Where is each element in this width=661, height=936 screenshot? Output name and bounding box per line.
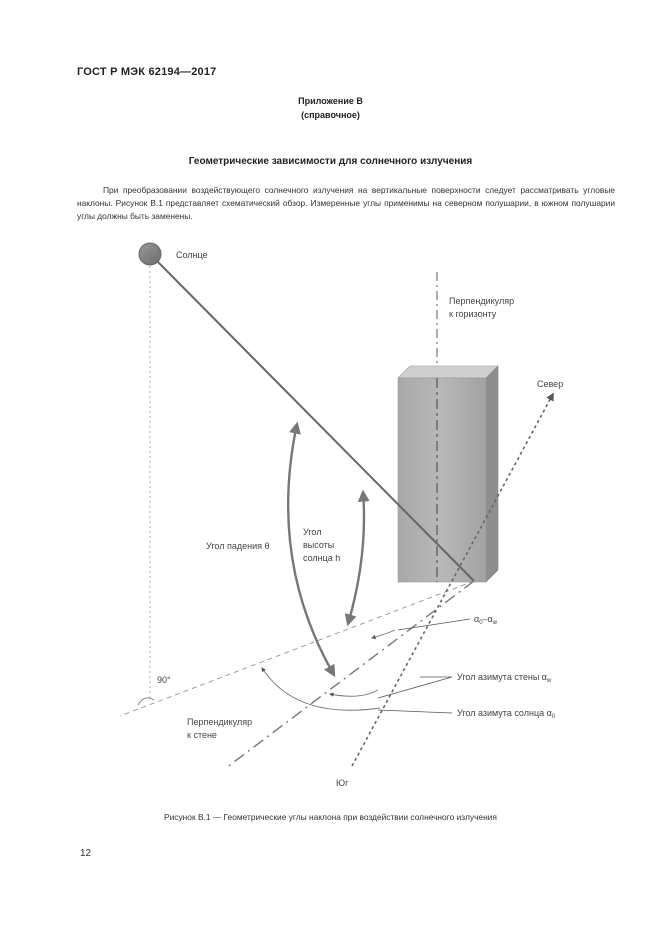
elevation-angle-arc (348, 492, 364, 624)
wall-azimuth-sub: w (547, 678, 552, 684)
appendix-note: (справочное) (301, 110, 360, 120)
elevation-label-1: Угол (303, 527, 322, 537)
sun-icon (139, 243, 161, 265)
elevation-label-2: высоты (303, 540, 335, 550)
leader-sun-azimuth (378, 710, 452, 713)
sun-azimuth-text: Угол азимута солнца α (457, 708, 552, 718)
page-number: 12 (80, 848, 92, 859)
difference-angle-arc (372, 630, 395, 638)
difference-angle-label (474, 614, 498, 626)
horizon-perpendicular-label-1: Перпендикуляр (449, 296, 515, 306)
figure-caption: Рисунок В.1 — Геометрические углы наклона при воздействии солнечного излучения (164, 812, 497, 822)
difference-sub-w: w (492, 620, 498, 626)
wall-top-face (398, 366, 498, 378)
sun-azimuth-label (457, 708, 556, 720)
elevation-label-3: солнца h (303, 553, 341, 563)
difference-dash: –α (482, 614, 493, 624)
appendix-title: Приложение В (298, 96, 363, 106)
wall-azimuth-arc (262, 668, 380, 710)
horizon-line (120, 581, 474, 716)
sun-azimuth-sub: 0 (551, 714, 556, 720)
wall-side-face (486, 366, 498, 582)
difference-alpha: α (474, 614, 480, 624)
sun-label: Солнце (176, 250, 208, 260)
paragraph-text: При преобразовании воздействующего солнечного излучения на вертикальные поверхности следует рассматривать угловые наклоны. Рисунок В.1 представляет схематический обзор. Измеренные углы применимы на северном полушарии, в южном полушарии углы должны быть заменены. (77, 185, 615, 221)
horizon-perpendicular-label-2: к горизонту (449, 309, 497, 319)
wall-perpendicular-label-2: к стене (187, 730, 217, 740)
wall-perpendicular-label-1: Перпендикуляр (187, 717, 253, 727)
leader-wall-azimuth (378, 677, 452, 698)
wall-front-face (398, 378, 486, 582)
south-label: Юг (336, 778, 349, 788)
wall-perpendicular-line (226, 581, 474, 768)
wall-azimuth-text: Угол азимута стены α (457, 672, 547, 682)
leader-difference (398, 619, 470, 630)
sun-azimuth-arc (330, 690, 378, 696)
right-angle-label: 90° (157, 675, 171, 685)
standard-designation: ГОСТ Р МЭК 62194—2017 (77, 66, 217, 78)
difference-sub-0: 0 (479, 620, 483, 626)
north-label: Север (537, 379, 564, 389)
wall-azimuth-label (457, 672, 552, 684)
section-heading: Геометрические зависимости для солнечного излучения (188, 156, 473, 167)
incidence-angle-label: Угол падения θ (206, 541, 270, 551)
